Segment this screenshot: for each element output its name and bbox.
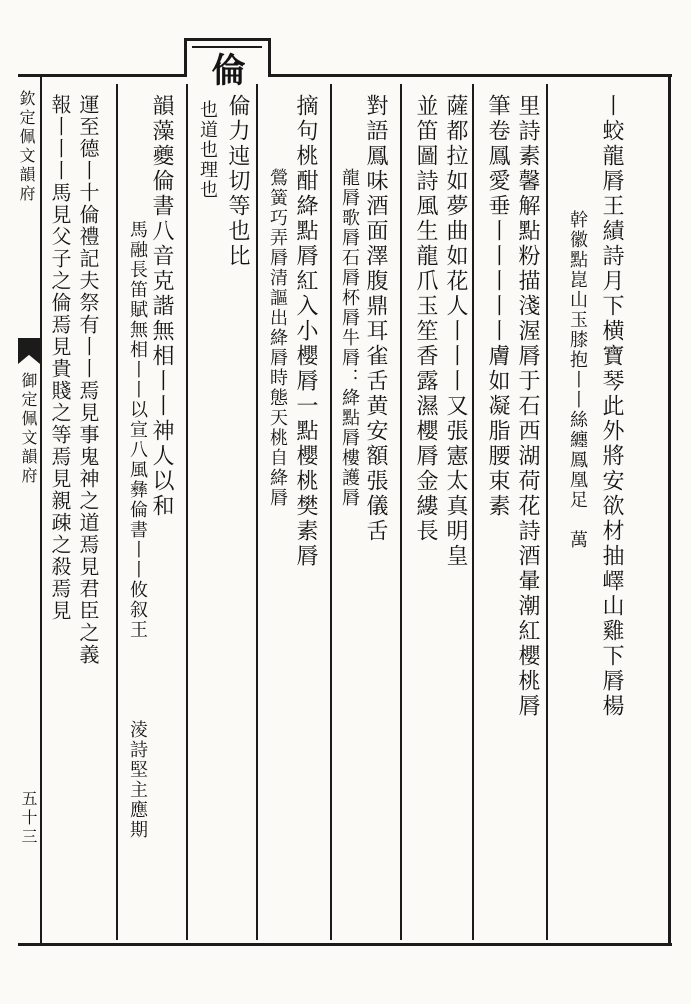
text-column-16: 運至德丨十倫禮記夫祭有丨丨焉見事鬼神之道焉見君臣之義	[76, 94, 100, 666]
text-column-13: 韻藻夔倫書八音克諧無相丨丨神人以和	[149, 94, 174, 519]
frame-top-rule-right	[270, 74, 672, 77]
divider-7	[116, 84, 118, 940]
gutter-left-rule	[40, 74, 42, 946]
text-column-10: 鶯簧巧弄脣清謳出絳脣時態天桃自絳脣	[267, 168, 288, 508]
frame-right-rule	[668, 74, 671, 946]
fish-tail-mark	[18, 338, 40, 364]
divider-5	[256, 84, 258, 940]
text-column-11: 倫力迍切等也比	[225, 94, 250, 269]
text-column-14: 馬融長笛賦無相丨丨以宣八風彝倫書丨丨攸叙王	[127, 220, 148, 640]
divider-4	[330, 84, 332, 940]
head-character: 倫	[205, 52, 245, 90]
tab-box-left	[184, 38, 187, 77]
text-column-17: 報丨丨丨馬見父子之倫焉見貴賤之等焉見親疎之殺焉見	[48, 94, 72, 622]
text-column-8: 龍脣歌脣石脣杯脣牛脣：絳點脣樓護脣	[339, 168, 360, 508]
divider-1	[546, 84, 548, 940]
tab-box-right	[268, 38, 271, 77]
text-column-2: 幹徽點崑山玉膝抱丨丨絲纏鳳凰足 萬	[567, 210, 588, 550]
text-column-3: 里詩素馨解點粉描淺渥脣于石西湖荷花詩酒暈潮紅櫻桃脣	[515, 94, 540, 719]
text-column-12: 也道也理也	[197, 100, 218, 200]
margin-side-title: 御定佩文韻府	[19, 372, 38, 486]
text-column-4: 筆卷鳳愛垂丨丨丨丨丨膚如凝脂腰束素	[485, 94, 510, 519]
frame-top-rule-left	[18, 74, 184, 77]
margin-top-title: 欽定佩文韻府	[17, 90, 36, 204]
text-column-5: 薩都拉如夢曲如花人丨丨丨又張憲太真明皇	[443, 94, 468, 569]
frame-bottom-rule	[18, 943, 672, 946]
text-column-1: 丨蛟龍脣王績詩月下横寶琴此外將安欲材抽嶧山雞下脣楊	[599, 94, 624, 719]
text-column-15: 淩詩堅主應期	[127, 720, 148, 840]
text-column-9: 摘句桃酣絳點脣紅入小櫻脣一點櫻桃樊素脣	[293, 94, 318, 569]
divider-3	[400, 84, 402, 940]
divider-6	[186, 84, 188, 940]
page-number: 五十三	[19, 790, 38, 847]
text-column-7: 對語鳳味酒面澤腹鼎耳雀舌黄安額張儀舌	[363, 94, 388, 544]
divider-2	[472, 84, 474, 940]
text-column-6: 並笛圖詩風生龍爪玉笙香露濕櫻脣金縷長	[413, 94, 438, 544]
tab-box-top	[184, 38, 270, 41]
tab-inner-top	[192, 46, 262, 48]
